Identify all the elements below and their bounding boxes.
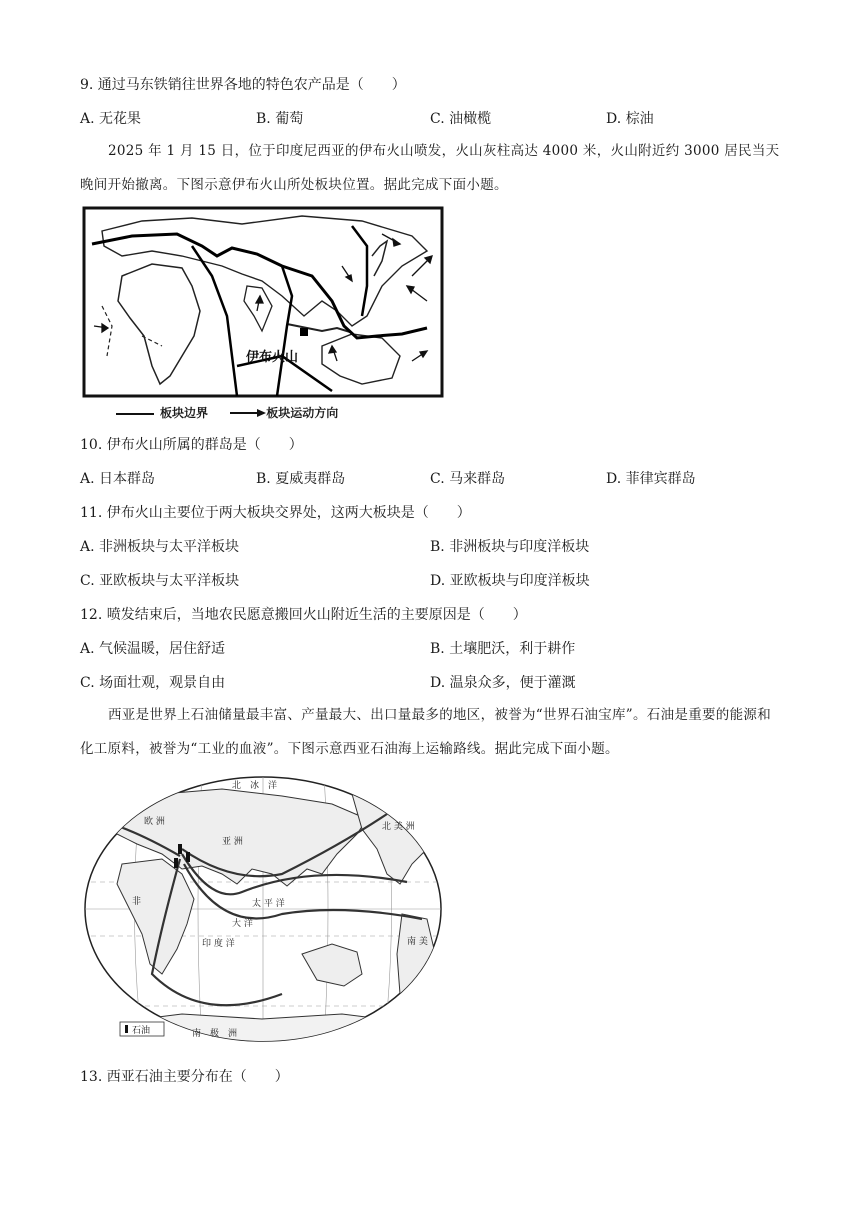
question-12-option-d: D. 温泉众多，便于灌溉 bbox=[430, 675, 576, 691]
question-10-option-d: D. 菲律宾群岛 bbox=[606, 471, 696, 487]
question-12-option-c: C. 场面壮观，观景自由 bbox=[80, 675, 226, 691]
north-america-label: 北 美 洲 bbox=[382, 822, 415, 832]
map1-legend bbox=[116, 404, 338, 421]
legend-motion-label: 板块运动方向 bbox=[266, 406, 339, 420]
question-11-option-b: B. 非洲板块与印度洋板块 bbox=[430, 539, 590, 555]
passage-volcano: 2025 年 1 月 15 日，位于印度尼西亚的伊布火山喷发，火山灰柱高达 4000 米，火山附近约 3000 居民当天晚间开始撤离。下图示意伊布火山所处板块位置。据此完成下面小题。 bbox=[80, 143, 780, 193]
question-9-option-d: D. 棕油 bbox=[606, 111, 654, 127]
indian-ocean-label: 印 度 洋 bbox=[202, 939, 235, 949]
legend-boundary-label: 板块边界 bbox=[160, 406, 209, 420]
question-10-stem: 10. 伊布火山所属的群岛是（ ） bbox=[80, 437, 303, 453]
question-9-stem: 9. 通过马东铁销往世界各地的特色农产品是（ ） bbox=[80, 77, 406, 93]
oil-route-map bbox=[82, 774, 444, 1044]
plate-map-figure bbox=[82, 206, 444, 398]
oil-legend-label: 石油 bbox=[132, 1026, 151, 1036]
antarctica-label: 南 极 洲 bbox=[192, 1029, 238, 1039]
question-9-option-c: C. 油橄榄 bbox=[430, 111, 492, 127]
arrow-legend-icon bbox=[230, 407, 266, 421]
question-10-option-c: C. 马来群岛 bbox=[430, 471, 506, 487]
question-12-stem: 12. 喷发结束后，当地农民愿意搬回火山附近生活的主要原因是（ ） bbox=[80, 607, 527, 623]
asia-label: 亚 洲 bbox=[222, 837, 243, 847]
question-11-stem: 11. 伊布火山主要位于两大板块交界处，这两大板块是（ ） bbox=[80, 505, 471, 521]
europe-label: 欧 洲 bbox=[144, 817, 165, 827]
volcano-label: 伊布火山 bbox=[246, 350, 299, 365]
map2-legend bbox=[120, 1022, 164, 1036]
passage-west-asia-oil: 西亚是世界上石油储量最丰富、产量最大、出口量最多的地区，被誉为“世界石油宝库”。石油是重要的能源和化工原料，被誉为“工业的血液”。下图示意西亚石油海上运输路线。据此完成下面小题。 bbox=[80, 707, 772, 757]
ocean-label: 大 洋 bbox=[232, 919, 253, 929]
pacific-label: 太 平 洋 bbox=[252, 899, 285, 909]
question-13-stem: 13. 西亚石油主要分布在（ ） bbox=[80, 1069, 289, 1085]
question-10-option-a: A. 日本群岛 bbox=[80, 471, 156, 487]
question-12-option-b: B. 土壤肥沃，利于耕作 bbox=[430, 641, 576, 657]
question-11-option-c: C. 亚欧板块与太平洋板块 bbox=[80, 573, 240, 589]
question-12-option-a: A. 气候温暖，居住舒适 bbox=[80, 641, 226, 657]
question-11-option-d: D. 亚欧板块与印度洋板块 bbox=[430, 573, 590, 589]
africa-label: 非 bbox=[132, 897, 142, 907]
arctic-ocean-label: 北 冰 洋 bbox=[232, 781, 278, 791]
question-10-option-b: B. 夏威夷群岛 bbox=[256, 471, 346, 487]
south-america-label: 南 美 bbox=[407, 937, 428, 947]
question-9-option-b: B. 葡萄 bbox=[256, 111, 304, 127]
boundary-legend-swatch bbox=[116, 413, 154, 415]
question-11-option-a: A. 非洲板块与太平洋板块 bbox=[80, 539, 240, 555]
volcano-marker bbox=[300, 328, 308, 336]
oil-route-map-figure bbox=[82, 774, 444, 1044]
plate-map bbox=[82, 206, 444, 398]
question-9-option-a: A. 无花果 bbox=[80, 111, 142, 127]
